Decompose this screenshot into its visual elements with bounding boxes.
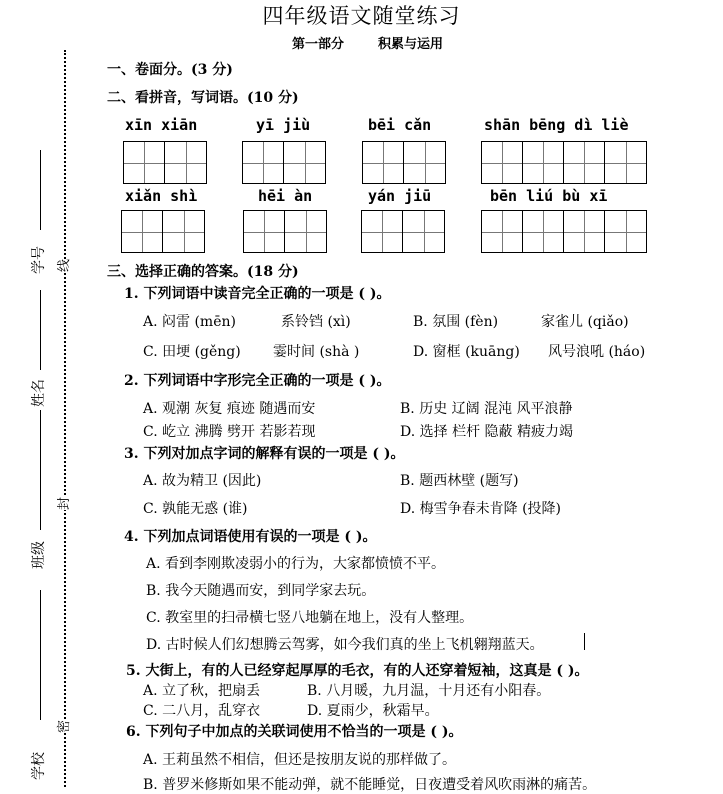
q4-stem: 4. 下列加点词语使用有误的一项是 ( )。 — [124, 529, 377, 545]
pinyin-1: xīn xiān — [125, 116, 198, 134]
q1-option-c[interactable]: C. 田埂 (gěng) — [143, 344, 241, 360]
q5-stem: 5. 大街上，有的人已经穿起厚厚的毛衣，有的人还穿着短袖，这真是 ( )。 — [126, 663, 589, 679]
name-label: 姓名 — [31, 379, 47, 407]
writing-grid[interactable] — [481, 210, 647, 253]
school-label: 学校 — [31, 752, 47, 780]
pinyin-5: xiǎn shì — [125, 187, 198, 205]
section-2-title: 二、看拼音，写词语。(10 分) — [107, 90, 299, 106]
q4-option-a[interactable]: A. 看到李刚欺凌弱小的行为，大家都愤愤不平。 — [146, 556, 446, 572]
writing-grid[interactable] — [361, 210, 445, 253]
q2-stem: 2. 下列词语中字形完全正确的一项是 ( )。 — [124, 373, 391, 389]
seal-mark-secret: 密 — [53, 720, 72, 733]
q5-option-c[interactable]: C. 二八月，乱穿衣 — [143, 703, 261, 719]
q3-option-b[interactable]: B. 题西林壁 (题写) — [400, 473, 519, 489]
q1-option-a[interactable]: A. 闷雷 (mēn) — [143, 314, 236, 330]
q1-option-b2: 家雀儿 (qiǎo) — [541, 314, 629, 330]
q4-option-c[interactable]: C. 教室里的扫帚横七竖八地躺在地上，没有人整理。 — [146, 610, 474, 626]
section-3-title: 三、选择正确的答案。(18 分) — [107, 264, 299, 280]
q2-option-d[interactable]: D. 选择 栏杆 隐蔽 精疲力竭 — [400, 424, 573, 440]
q3-option-a[interactable]: A. 故为精卫 (因此) — [143, 473, 262, 489]
section-1-title: 一、卷面分。(3 分) — [107, 62, 233, 78]
writing-grid[interactable] — [481, 141, 647, 184]
q4-option-b[interactable]: B. 我今天随遇而安，到同学家去玩。 — [146, 583, 376, 599]
writing-grid[interactable] — [362, 141, 446, 184]
class-label: 班级 — [31, 541, 47, 569]
text-cursor — [584, 633, 585, 650]
q3-stem: 3. 下列对加点字词的解释有误的一项是 ( )。 — [124, 446, 405, 462]
q3-option-d[interactable]: D. 梅雪争春未肯降 (投降) — [400, 501, 561, 517]
school-write-line — [40, 590, 41, 720]
q6-option-b[interactable]: B. 普罗米修斯如果不能动弹，就不能睡觉，日夜遭受着风吹雨淋的痛苦。 — [143, 777, 597, 793]
page-title: 四年级语文随堂练习 — [262, 4, 461, 28]
q5-option-d[interactable]: D. 夏雨少，秋霜早。 — [307, 703, 439, 719]
class-write-line — [40, 410, 41, 530]
id-write-line — [40, 150, 41, 230]
pinyin-7: yán jiū — [368, 187, 432, 205]
pinyin-6: hēi àn — [258, 187, 313, 205]
name-write-line — [40, 290, 41, 370]
binding-dotted-line — [64, 50, 66, 787]
writing-grid[interactable] — [123, 141, 207, 184]
seal-mark-line: 线 — [53, 259, 72, 272]
q2-option-c[interactable]: C. 屹立 沸腾 劈开 若影若现 — [143, 424, 316, 440]
writing-grid[interactable] — [121, 210, 205, 253]
writing-grid[interactable] — [242, 141, 326, 184]
pinyin-8: bēn liú bù xī — [490, 187, 608, 205]
part-label: 第一部分 — [292, 37, 345, 52]
q5-option-b[interactable]: B. 八月暖，九月温，十月还有小阳春。 — [307, 683, 551, 699]
q1-option-d[interactable]: D. 窗框 (kuāng) — [413, 344, 520, 360]
q1-stem: 1. 下列词语中读音完全正确的一项是 ( )。 — [124, 286, 391, 302]
q6-option-a[interactable]: A. 王莉虽然不相信，但还是按朋友说的那样做了。 — [143, 752, 457, 768]
q6-stem: 6. 下列句子中加点的关联词使用不恰当的一项是 ( )。 — [126, 724, 463, 740]
q3-option-c[interactable]: C. 孰能无惑 (谁) — [143, 501, 248, 517]
seal-mark-seal: 封 — [53, 497, 72, 510]
part-name: 积累与运用 — [378, 37, 444, 52]
q2-option-b[interactable]: B. 历史 辽阔 混沌 风平浪静 — [400, 401, 573, 417]
pinyin-2: yī jiù — [256, 116, 311, 134]
q2-option-a[interactable]: A. 观潮 灰复 痕迹 随遇而安 — [143, 401, 316, 417]
writing-grid[interactable] — [243, 210, 327, 253]
q1-option-c2: 霎时间 (shà ) — [273, 344, 360, 360]
q5-option-a[interactable]: A. 立了秋，把扇丢 — [143, 683, 261, 699]
pinyin-4: shān bēng dì liè — [484, 116, 629, 134]
section-heading — [292, 33, 477, 52]
q1-option-b[interactable]: B. 氛围 (fèn) — [413, 314, 499, 330]
q1-option-a2: 系铃铛 (xì) — [281, 314, 351, 330]
id-label: 学号 — [31, 246, 47, 274]
q1-option-d2: 风号浪吼 (háo) — [548, 344, 646, 360]
q4-option-d[interactable]: D. 古时候人们幻想腾云驾雾，如今我们真的坐上飞机翱翔蓝天。 — [146, 637, 544, 653]
pinyin-3: bēi cǎn — [368, 116, 432, 134]
